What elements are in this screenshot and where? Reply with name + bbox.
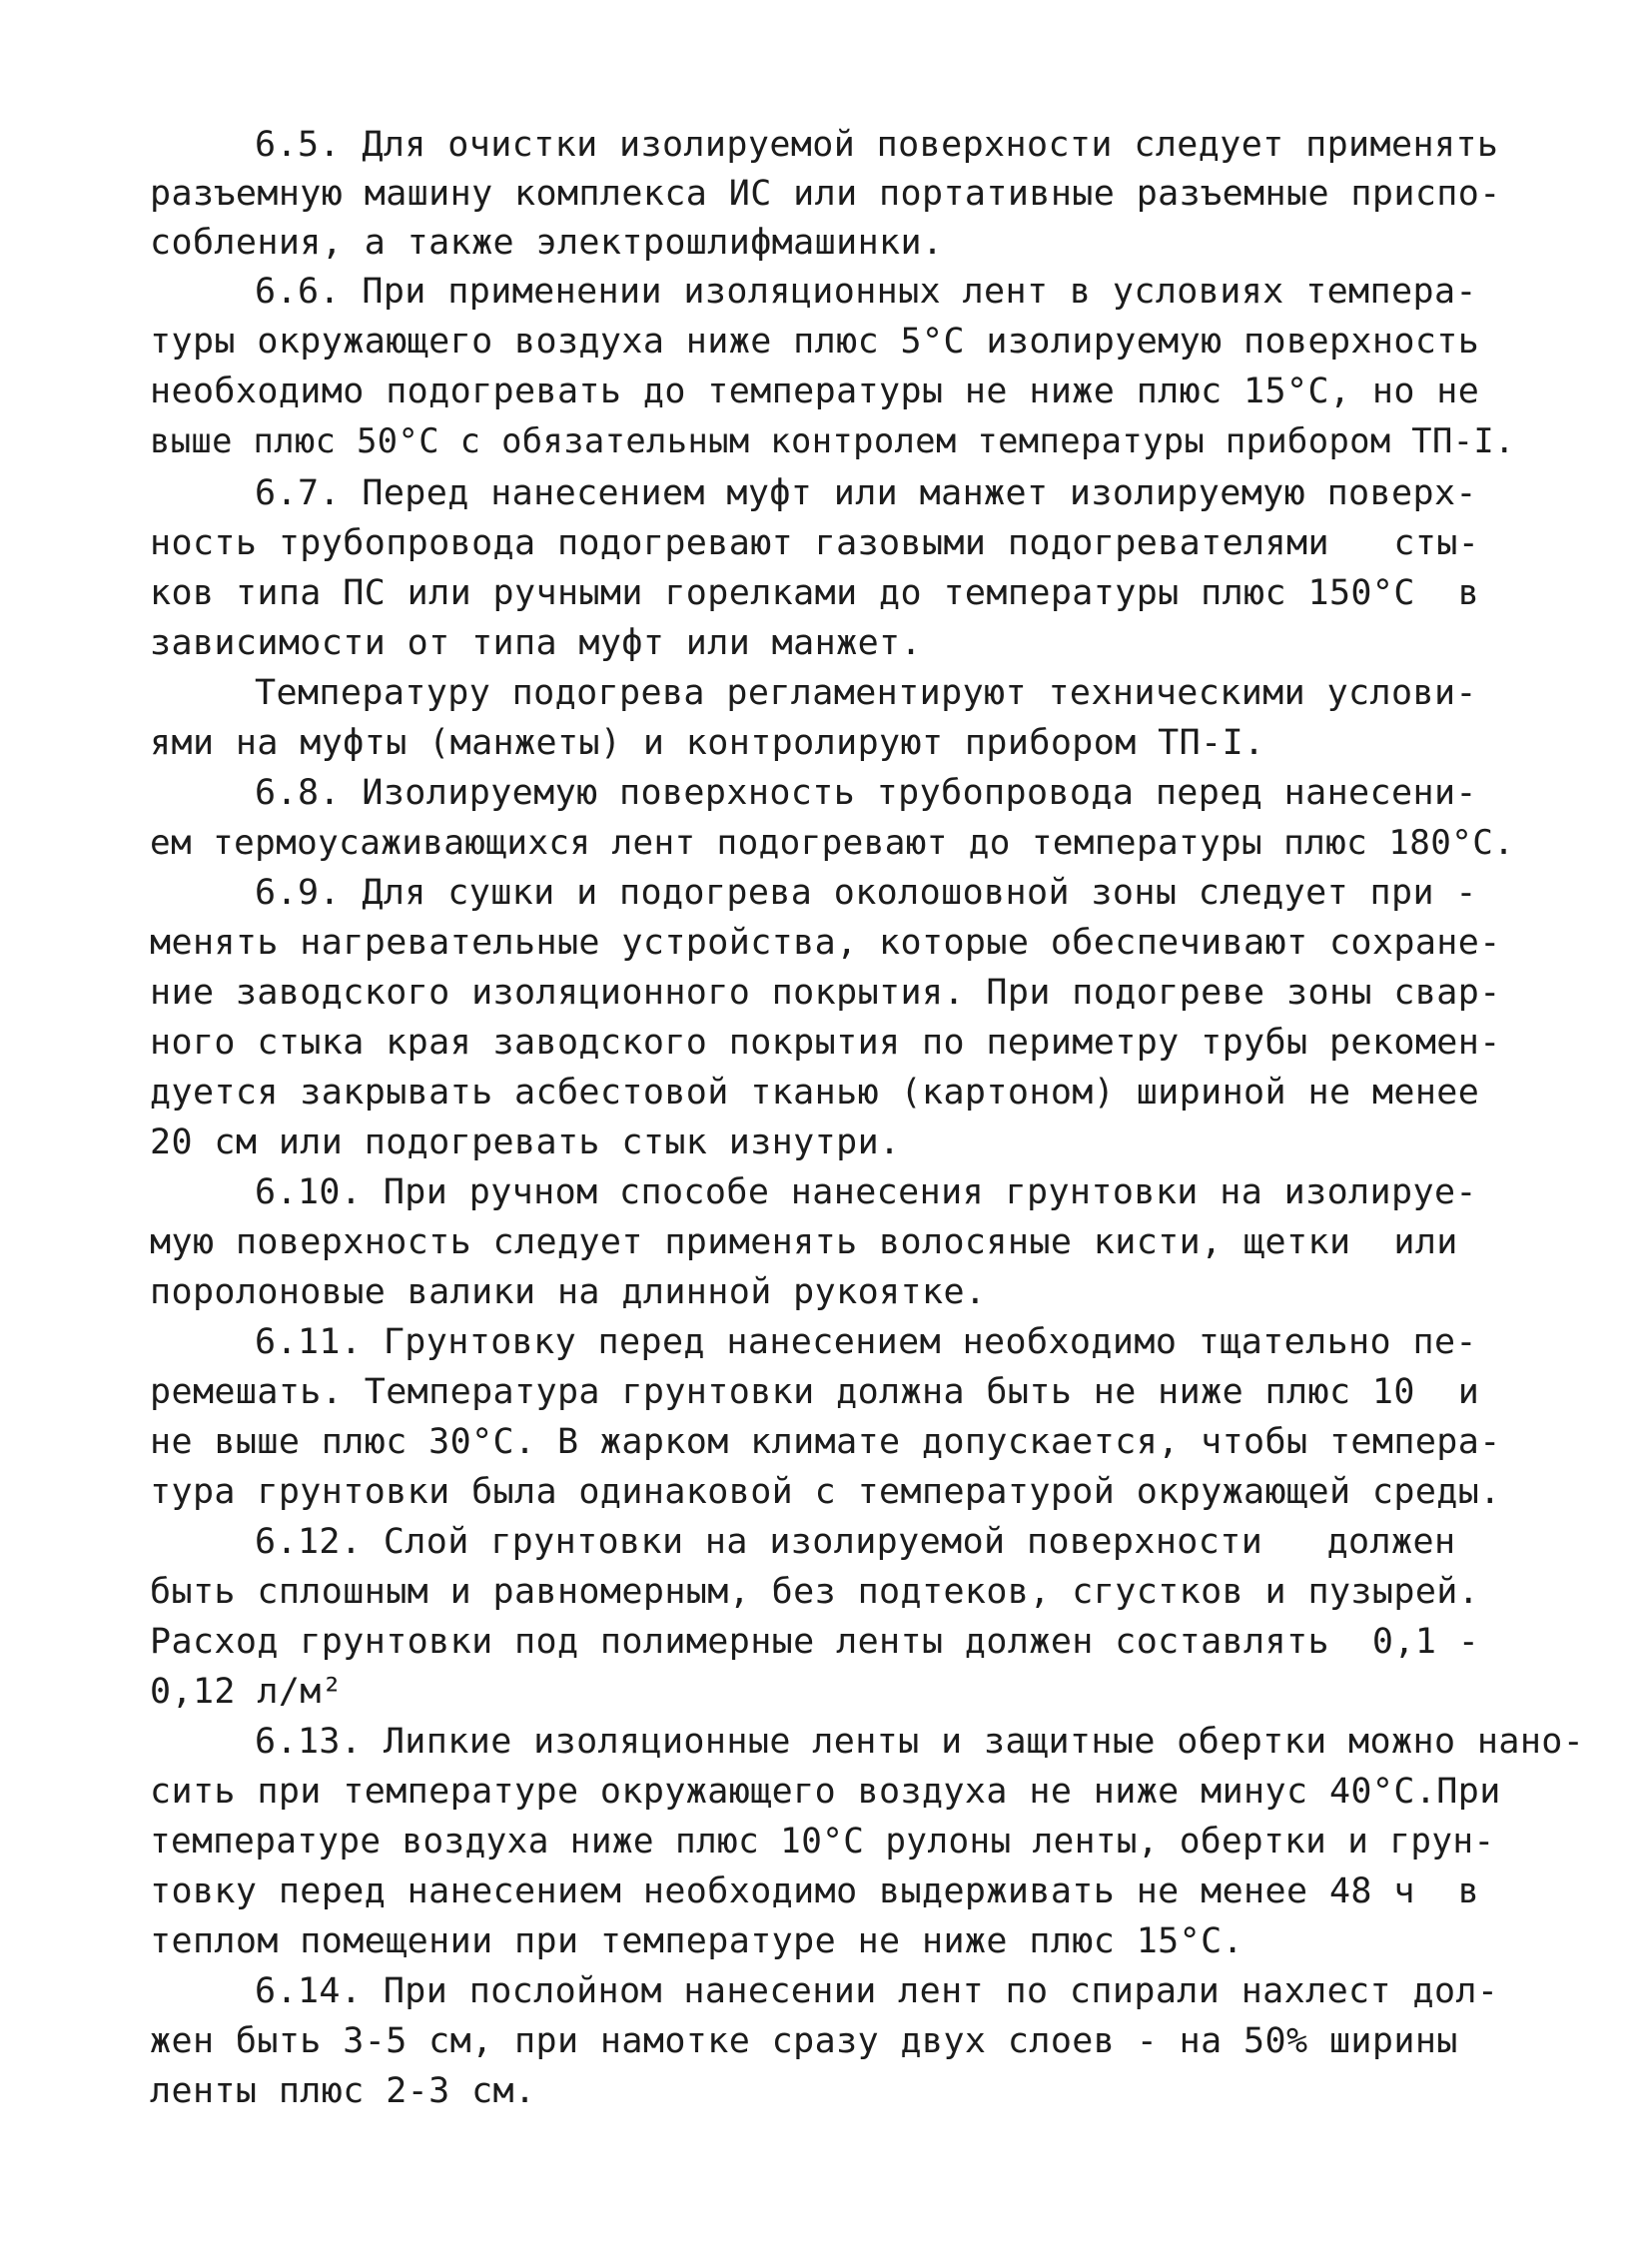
text-line: туры окружающего воздуха ниже плюс 5°С изолируемую поверхность [150, 322, 1480, 362]
text-line: 6.5. Для очистки изолируемой поверхности следует применять [255, 125, 1499, 165]
text-line: 6.8. Изолируемую поверхность трубопровода перед нанесени- [255, 773, 1477, 813]
text-line: теплом помещении при температуре не ниже плюс 15°С. [150, 1921, 1244, 1961]
text-line: ность трубопровода подогревают газовыми подогревателями сты- [150, 523, 1480, 563]
text-line: ремешать. Температура грунтовки должна быть не ниже плюс 10 и [150, 1372, 1480, 1412]
text-line: 6.10. При ручном способе нанесения грунтовки на изолируе- [255, 1172, 1477, 1212]
text-line: мую поверхность следует применять волосяные кисти, щетки или [150, 1222, 1458, 1262]
text-line: Расход грунтовки под полимерные ленты должен составлять 0,1 - [150, 1622, 1480, 1662]
text-line: ние заводского изоляционного покрытия. При подогреве зоны свар- [150, 973, 1501, 1013]
text-line: 6.14. При послойном нанесении лент по спирали нахлест дол- [255, 1971, 1499, 2011]
text-line: быть сплошным и равномерным, без подтеков, сгустков и пузырей. [150, 1572, 1480, 1612]
text-line: сить при температуре окружающего воздуха не ниже минус 40°С.При [150, 1772, 1501, 1812]
text-line: разъемную машину комплекса ИС или портативные разъемные приспо- [150, 174, 1501, 214]
text-line: жен быть 3-5 см, при намотке сразу двух слоев - на 50% ширины [150, 2021, 1458, 2061]
text-line: ков типа ПС или ручными горелками до температуры плюс 150°С в [150, 573, 1480, 613]
text-line: Температуру подогрева регламентируют техническими услови- [255, 673, 1477, 713]
text-line: зависимости от типа муфт или манжет. [150, 623, 922, 663]
text-line: 6.11. Грунтовку перед нанесением необходимо тщательно пе- [255, 1322, 1477, 1362]
text-line: тура грунтовки была одинаковой с температурой окружающей среды. [150, 1472, 1501, 1512]
text-line: 6.13. Липкие изоляционные ленты и защитные обертки можно нано- [255, 1722, 1585, 1762]
text-line: ями на муфты (манжеты) и контролируют прибором ТП-I. [150, 723, 1265, 763]
text-line: дуется закрывать асбестовой тканью (картоном) шириной не менее [150, 1073, 1480, 1113]
text-line: ного стыка края заводского покрытия по периметру трубы рекомен- [150, 1023, 1501, 1063]
text-line: не выше плюс 30°С. В жарком климате допускается, чтобы темпера- [150, 1422, 1501, 1462]
text-line: товку перед нанесением необходимо выдерживать не менее 48 ч в [150, 1871, 1480, 1911]
text-line: 0,12 л/м² [150, 1672, 344, 1712]
text-line: температуре воздуха ниже плюс 10°С рулоны ленты, обертки и грун- [150, 1822, 1495, 1862]
text-line: ем термоусаживающихся лент подогревают до температуры плюс 180°С. [150, 823, 1515, 863]
text-line: 6.12. Слой грунтовки на изолируемой поверхности должен [255, 1522, 1456, 1562]
text-line: поролоновые валики на длинной рукоятке. [150, 1272, 987, 1312]
text-line: ленты плюс 2-3 см. [150, 2071, 536, 2111]
text-line: необходимо подогревать до температуры не ниже плюс 15°С, но не [150, 372, 1480, 411]
text-line: 20 см или подогревать стык изнутри. [150, 1122, 901, 1162]
text-line: 6.7. Перед нанесением муфт или манжет изолируемую поверх- [255, 473, 1477, 513]
text-line: собления, а также электрошлифмашинки. [150, 223, 944, 263]
text-line: менять нагревательные устройства, которые обеспечивают сохране- [150, 923, 1501, 963]
text-line: выше плюс 50°С с обязательным контролем температуры прибором ТП-I. [150, 421, 1515, 460]
text-line: 6.9. Для сушки и подогрева околошовной зоны следует при - [255, 873, 1477, 913]
text-line: 6.6. При применении изоляционных лент в условиях темпера- [255, 272, 1477, 312]
